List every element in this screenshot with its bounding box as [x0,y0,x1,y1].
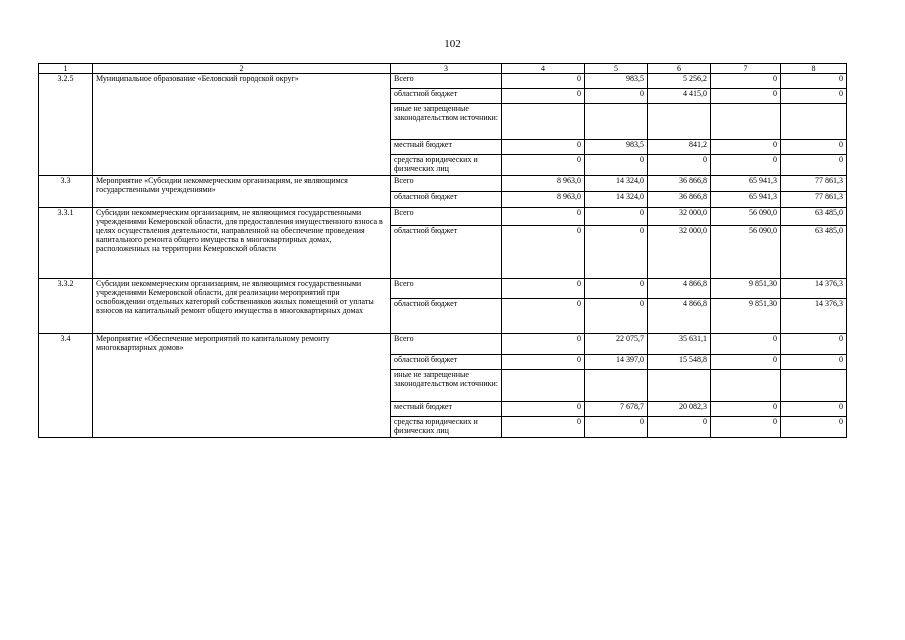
value-cell: 0 [585,208,648,226]
value-cell: 0 [781,89,847,104]
value-cell: 5 256,2 [648,74,711,89]
funding-source: местный бюджет [391,140,502,155]
table-row [39,279,847,299]
value-cell: 63 485,0 [781,226,847,279]
funding-source: Всего [391,334,502,355]
table-row [39,208,847,226]
value-cell: 0 [585,155,648,176]
value-cell: 0 [502,279,585,299]
value-cell: 0 [711,402,781,417]
column-header: 5 [585,64,648,74]
funding-source: областной бюджет [391,192,502,208]
activity-name: Субсидии некоммерческим организациям, не являющимся государственными учреждениями Кемеровской области, для предоставления имущественного взноса в целях осуществления деятельности, направленной на обеспечение проведения капитального ремонта общего имущества в многоквартирных домах, расположенных на территории Кемеровской области [93,208,391,279]
activity-name: Мероприятие «Обеспечение мероприятий по капитальному ремонту многоквартирных домов» [93,334,391,438]
funding-source: областной бюджет [391,355,502,370]
table-row [39,74,847,89]
value-cell: 56 090,0 [711,226,781,279]
column-header: 6 [648,64,711,74]
value-cell: 0 [648,417,711,438]
value-cell: 65 941,3 [711,192,781,208]
value-cell: 9 851,30 [711,279,781,299]
value-cell [781,370,847,402]
funding-source: иные не запрещенные законодательством источники: [391,104,502,140]
value-cell: 14 376,3 [781,279,847,299]
value-cell: 0 [502,226,585,279]
table-row [39,334,847,355]
activity-name: Мероприятие «Субсидии некоммерческим организациям, не являющимся государственными учреждениями» [93,176,391,208]
value-cell: 0 [711,140,781,155]
value-cell: 63 485,0 [781,208,847,226]
value-cell: 0 [502,155,585,176]
value-cell: 0 [585,417,648,438]
row-number: 3.3.1 [39,208,93,279]
value-cell: 0 [781,140,847,155]
value-cell: 0 [585,279,648,299]
row-number: 3.3 [39,176,93,208]
funding-source: Всего [391,279,502,299]
funding-source: областной бюджет [391,226,502,279]
value-cell: 9 851,30 [711,299,781,334]
value-cell: 0 [502,402,585,417]
column-header: 3 [391,64,502,74]
row-number: 3.2.5 [39,74,93,176]
column-header: 1 [39,64,93,74]
value-cell: 32 000,0 [648,226,711,279]
value-cell: 0 [502,140,585,155]
table-header-row [39,64,847,74]
value-cell: 7 678,7 [585,402,648,417]
value-cell: 4 866,8 [648,299,711,334]
value-cell [502,370,585,402]
value-cell: 14 324,0 [585,176,648,192]
value-cell [648,104,711,140]
value-cell [585,104,648,140]
row-number: 3.3.2 [39,279,93,334]
value-cell: 0 [711,155,781,176]
column-header: 4 [502,64,585,74]
value-cell [502,104,585,140]
value-cell: 0 [711,89,781,104]
activity-name: Муниципальное образование «Беловский городской округ» [93,74,391,176]
value-cell: 35 631,1 [648,334,711,355]
value-cell: 0 [781,155,847,176]
value-cell: 22 075,7 [585,334,648,355]
value-cell: 0 [585,299,648,334]
value-cell: 36 866,8 [648,192,711,208]
value-cell: 65 941,3 [711,176,781,192]
value-cell: 983,5 [585,140,648,155]
value-cell: 15 548,8 [648,355,711,370]
value-cell: 0 [585,89,648,104]
value-cell: 8 963,0 [502,176,585,192]
value-cell: 0 [648,155,711,176]
value-cell: 0 [781,74,847,89]
value-cell [711,104,781,140]
value-cell: 841,2 [648,140,711,155]
table-row [39,176,847,192]
row-number: 3.4 [39,334,93,438]
funding-source: областной бюджет [391,89,502,104]
value-cell: 0 [781,402,847,417]
funding-source: областной бюджет [391,299,502,334]
column-header: 8 [781,64,847,74]
funding-source: Всего [391,74,502,89]
value-cell [781,104,847,140]
value-cell: 36 866,8 [648,176,711,192]
activity-name: Субсидии некоммерческим организациям, не являющимся государственными учреждениями Кемеровской области, для реализации мероприятий при освобождении отдельных категорий собственников жилых помещений от уплаты взносов на капитальный ремонт общего имущества в многоквартирных домах [93,279,391,334]
value-cell: 0 [502,417,585,438]
funding-source: иные не запрещенные законодательством источники: [391,370,502,402]
value-cell: 4 866,8 [648,279,711,299]
value-cell: 77 861,3 [781,192,847,208]
value-cell: 0 [502,334,585,355]
value-cell: 0 [711,74,781,89]
value-cell [711,370,781,402]
column-header: 7 [711,64,781,74]
value-cell: 0 [711,417,781,438]
value-cell: 56 090,0 [711,208,781,226]
value-cell: 14 376,3 [781,299,847,334]
funding-source: средства юридических и физических лиц [391,155,502,176]
value-cell: 983,5 [585,74,648,89]
value-cell: 0 [781,334,847,355]
funding-source: средства юридических и физических лиц [391,417,502,438]
value-cell: 14 397,0 [585,355,648,370]
value-cell: 8 963,0 [502,192,585,208]
value-cell [585,370,648,402]
funding-source: Всего [391,176,502,192]
funding-source: местный бюджет [391,402,502,417]
value-cell: 14 324,0 [585,192,648,208]
value-cell: 0 [781,417,847,438]
column-header: 2 [93,64,391,74]
value-cell: 0 [502,355,585,370]
value-cell: 0 [585,226,648,279]
value-cell [648,370,711,402]
page-number: 102 [444,38,461,50]
value-cell: 20 082,3 [648,402,711,417]
value-cell: 0 [502,299,585,334]
value-cell: 77 861,3 [781,176,847,192]
value-cell: 0 [781,355,847,370]
value-cell: 32 000,0 [648,208,711,226]
value-cell: 0 [502,208,585,226]
value-cell: 0 [711,355,781,370]
value-cell: 4 415,0 [648,89,711,104]
value-cell: 0 [502,89,585,104]
funding-source: Всего [391,208,502,226]
budget-table [38,63,847,438]
value-cell: 0 [711,334,781,355]
value-cell: 0 [502,74,585,89]
